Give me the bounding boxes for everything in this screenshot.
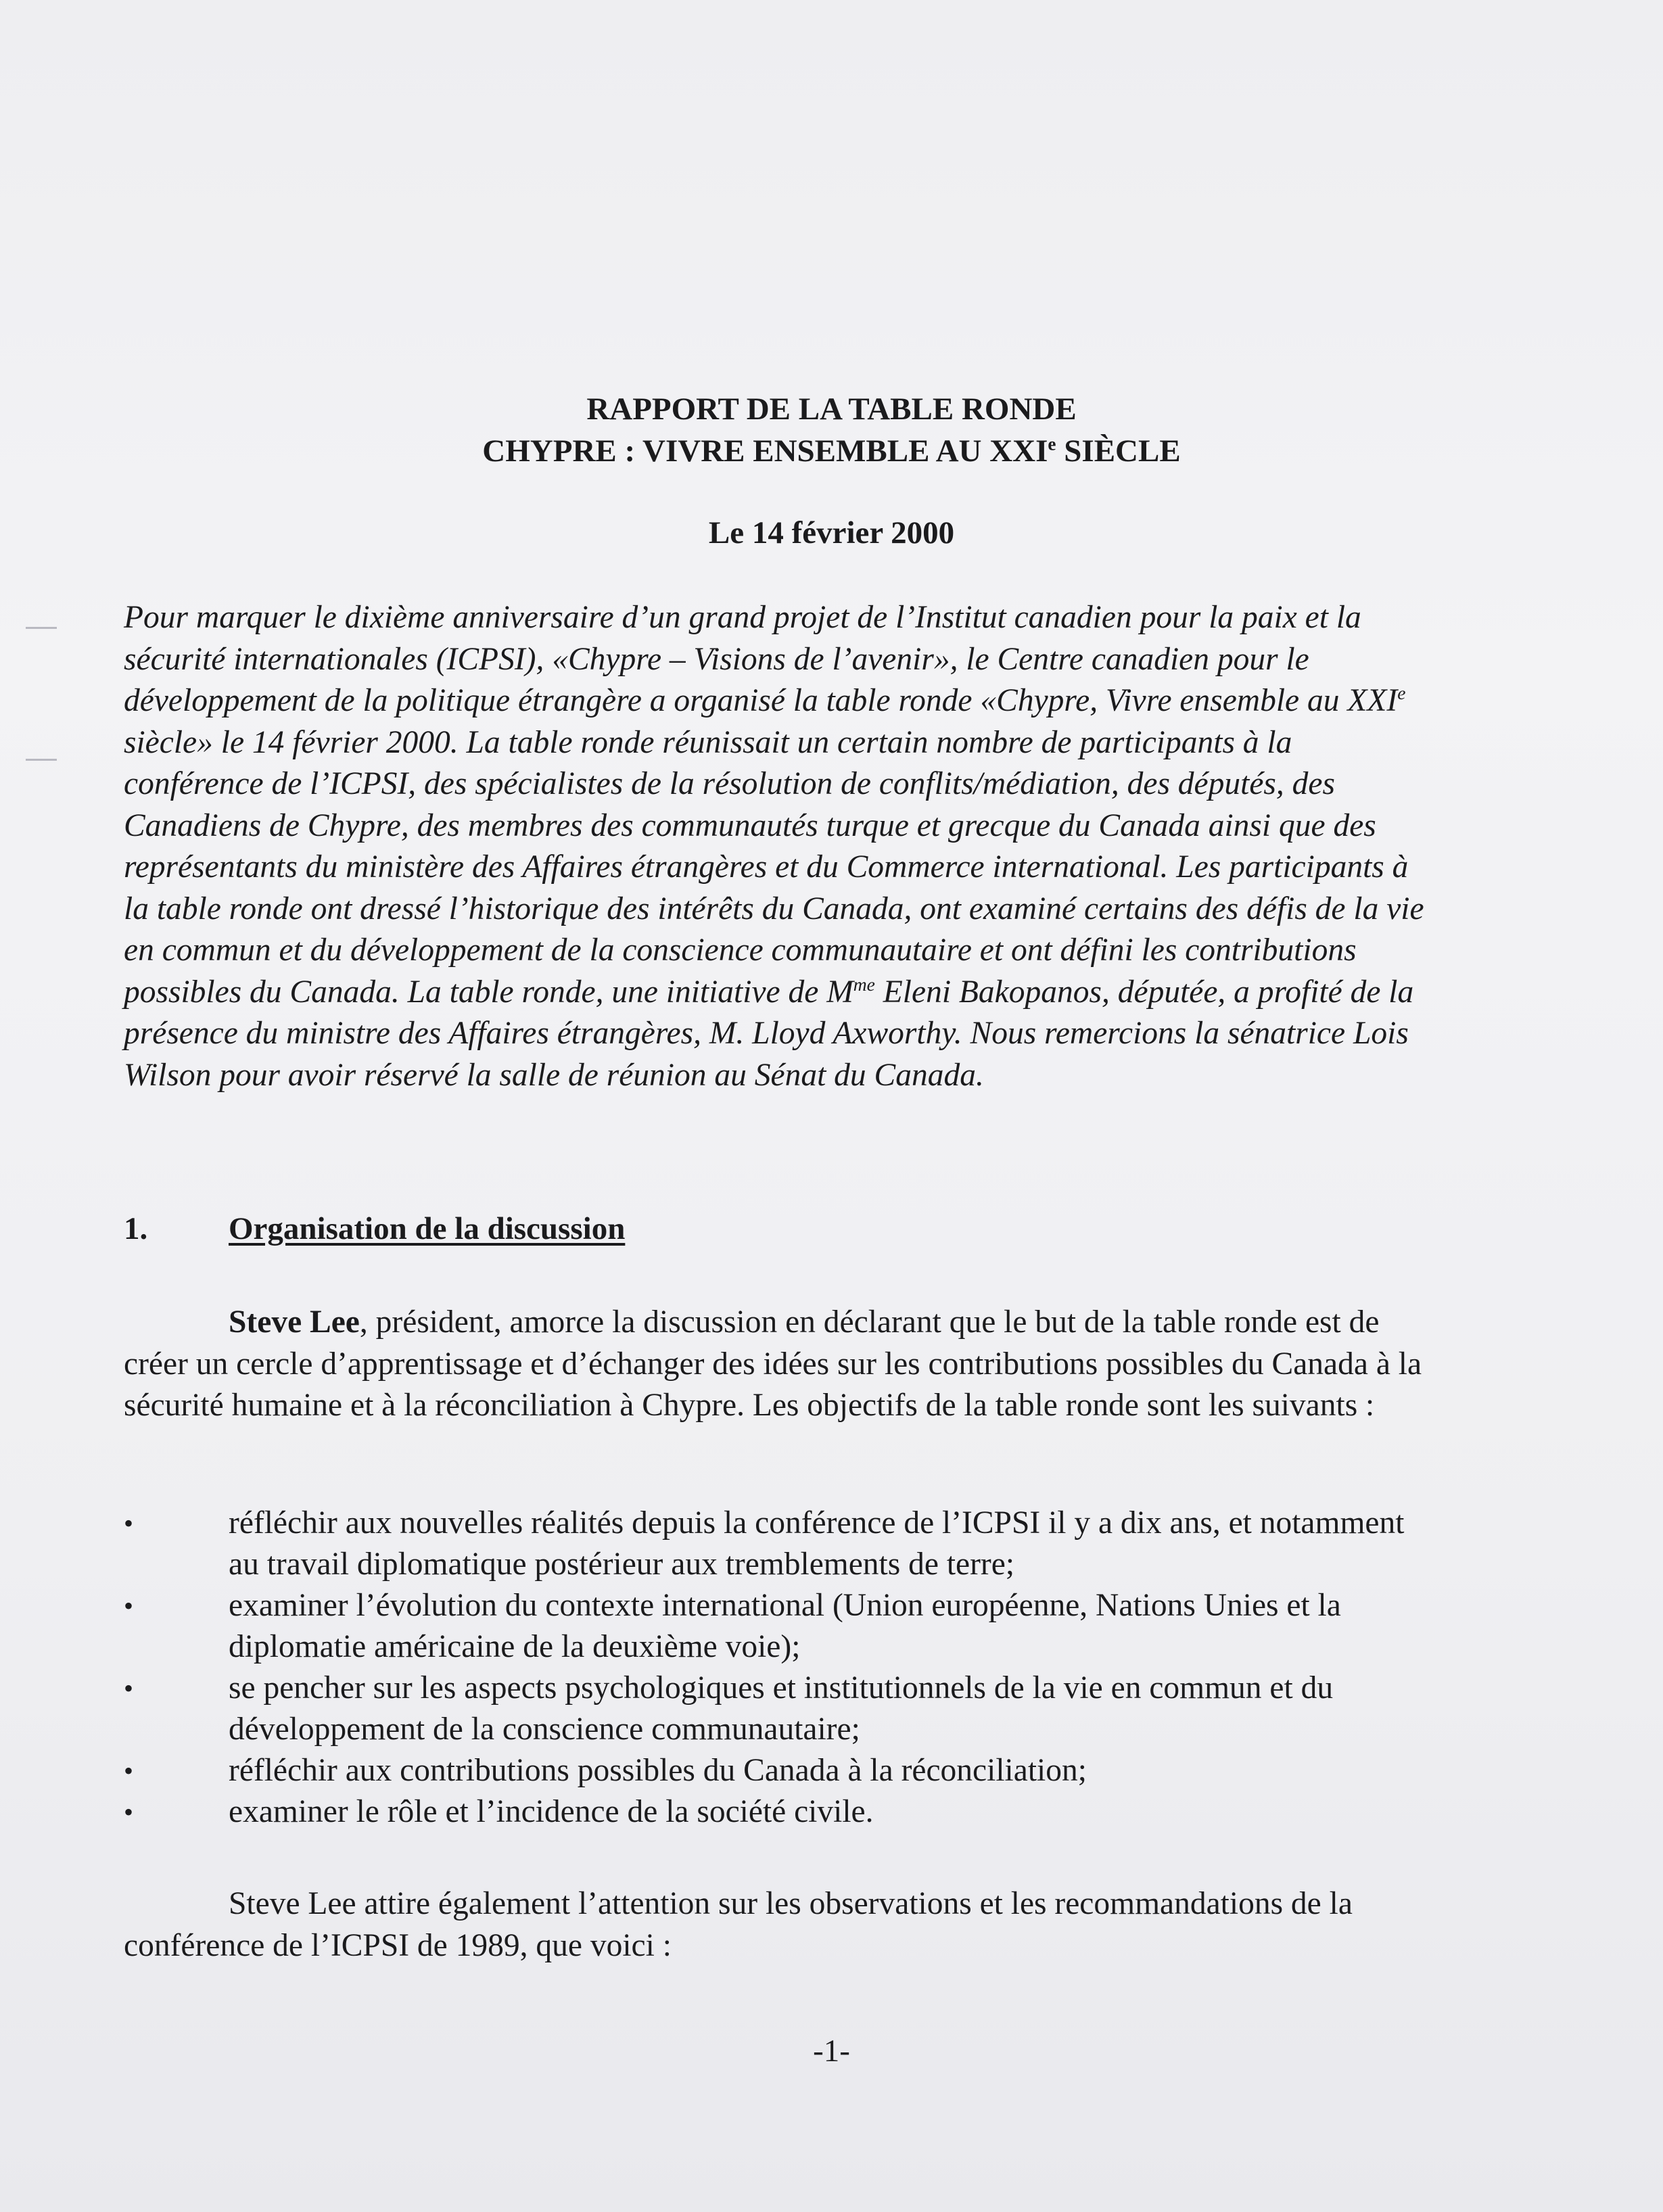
page-number: -1- [813,2033,850,2069]
margin-mark [26,759,57,761]
bullet-icon: • [124,1797,134,1827]
section-title: Organisation de la discussion [229,1211,626,1246]
section-heading [124,1210,625,1247]
document-subtitle: CHYPRE : VIVRE ENSEMBLE AU XXIe SIÈCLE [482,433,1181,469]
list-item: • examiner le rôle et l’incidence de la société civile. [124,1791,1429,1833]
bullet-icon: • [124,1756,134,1786]
list-item: • se pencher sur les aspects psychologiques et institutionnels de la vie en commun et du développement de la conscience communautaire; [124,1668,1429,1750]
speaker-name: Steve Lee [229,1304,360,1340]
bullet-icon: • [124,1508,134,1538]
bullet-icon: • [124,1591,134,1621]
section-number: 1. [124,1211,148,1246]
list-item: • examiner l’évolution du contexte international (Union européenne, Nations Unies et la diplomatie américaine de la deuxième voie); [124,1585,1429,1668]
body-paragraph: Steve Lee, président, amorce la discussion en déclarant que le but de la table ronde est de créer un cercle d’apprentissage et d’échanger des idées sur les contributions possibles du Canada à la sécurité humaine et à la réconciliation à Chypre. Les objectifs de la table ronde sont les suivants : [124,1304,1422,1423]
margin-mark [26,627,57,629]
document-date: Le 14 février 2000 [708,515,955,550]
list-item: • réfléchir aux nouvelles réalités depuis la conférence de l’ICPSI il y a dix ans, et notamment au travail diplomatique postérieur aux tremblements de terre; [124,1503,1429,1585]
objectives-list [124,1503,1429,1833]
list-item: • réfléchir aux contributions possibles du Canada à la réconciliation; [124,1750,1429,1791]
bullet-icon: • [124,1673,134,1703]
document-title: RAPPORT DE LA TABLE RONDE [586,392,1077,427]
body-paragraph: Steve Lee attire également l’attention sur les observations et les recommandations de la conférence de l’ICPSI de 1989, que voici : [124,1886,1353,1963]
intro-paragraph: Pour marquer le dixième anniversaire d’un grand projet de l’Institut canadien pour la paix et la sécurité internationales (ICPSI), «Chypre – Visions de l’avenir», le Centre canadien pour le développement de la politique étrangère a organisé la table ronde «Chypre, Vivre ensemble au XXIe siècle» le 14 février 2000. La table ronde réunissait un certain nombre de participants à la conférence de l’ICPSI, des spécialistes de la résolution de conflits/médiation, des députés, des Canadiens de Chypre, des membres des communautés turque et grecque du Canada ainsi que des représentants du ministère des Affaires étrangères et du Commerce international. Les participants à la table ronde ont dressé l’historique des intérêts du Canada, ont examiné certains des défis de la vie en commun et du développement de la conscience communautaire et ont défini les contributions possibles du Canada. La table ronde, une initiative de $M^{me}$ Eleni Bakopanos, députée, a profité de la présence du ministre des Affaires étrangères, M. Lloyd Axworthy. Nous remercions la sénatrice Lois Wilson pour avoir réservé la salle de réunion au Sénat du Canada. [124,600,1424,1093]
